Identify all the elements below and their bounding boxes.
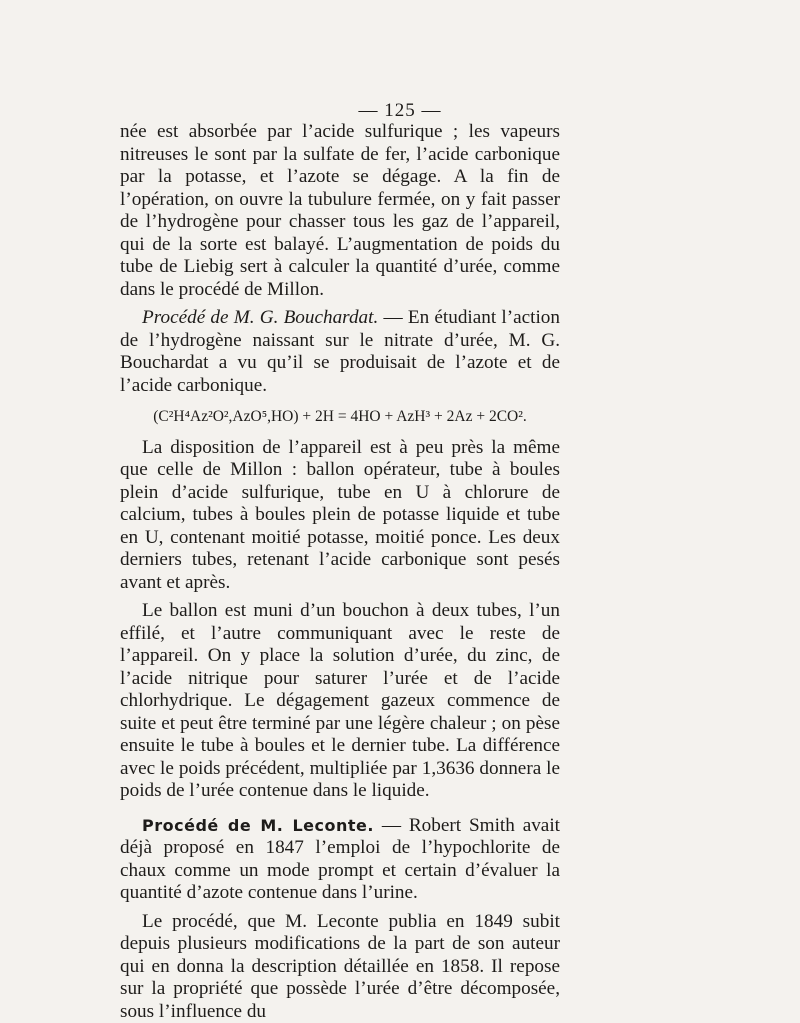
paragraph-leconte-body: — Robert Smith avait déjà proposé en 1847 l’emploi de l’hypochlorite de chaux comme un mode prompt et certain d’évaluer la quantité d’azote contenue dans l’urine. (120, 814, 560, 903)
page-number: — 125 — (358, 100, 442, 121)
paragraph-leconte-procedure: Le procédé, que M. Leconte publia en 1849 subit depuis plusieurs modifications de la part de son auteur qui en donna la description détaillée en 1858. Il repose sur la propriété que possède l’urée d’être décomposée, sous l’influence du (120, 910, 560, 1022)
paragraph-apparatus: La disposition de l’appareil est à peu près la même que celle de Millon : ballon opérateur, tube à boules plein d’acide sulfurique, tube en U à chlorure de calcium, tubes à boules plein de potasse liquide et tube en U, contenant moitié potasse, moitié ponce. Les deux derniers tubes, retenant l’acide carbonique sont pesés avant et après. (120, 436, 560, 593)
section-heading-leconte: Procédé de M. Leconte. (142, 815, 374, 835)
paragraph-urea-absorption: née est absorbée par l’acide sulfurique ; les vapeurs nitreuses le sont par la sulfate de fer, l’acide carbonique par la potasse, et l’azote se dégage. A la fin de l’opération, on ouvre la tubulure fermée, on y fait passer de l’hydrogène pour chasser tous les gaz de l’appareil, qui de la sorte est balayé. L’augmentation de poids du tube de Liebig sert à calculer la quantité d’urée, comme dans le procédé de Millon. (120, 121, 560, 300)
body-text (120, 121, 560, 1023)
section-heading-bouchardat: Procédé de M. G. Bouchardat. (142, 307, 379, 328)
paragraph-ballon: Le ballon est muni d’un bouchon à deux tubes, l’un effilé, et l’autre communiquant avec le reste de l’appareil. On y place la solution d’urée, du zinc, de l’acide nitrique pour saturer l’urée et de l’acide chlorhydrique. Le dégagement gazeux commence de suite et peut être terminé par une légère chaleur ; on pèse ensuite le tube à boules et le dernier tube. La différence avec le poids précédent, multipliée par 1,3636 donnera le poids de l’urée contenue dans le liquide. (120, 600, 560, 801)
paragraph-bouchardat (120, 307, 560, 397)
paragraph-leconte (120, 815, 560, 905)
paragraph-bouchardat-body: — En étudiant l’action de l’hydrogène naissant sur le nitrate d’urée, M. G. Bouchardat a vu qu’il se produisait de l’azote et de l’acide carbonique. (120, 307, 560, 396)
chemical-formula: (C²H⁴Az²O²,AzO⁵,HO) + 2H = 4HO + AzH³ + 2Az + 2CO². (153, 408, 527, 425)
